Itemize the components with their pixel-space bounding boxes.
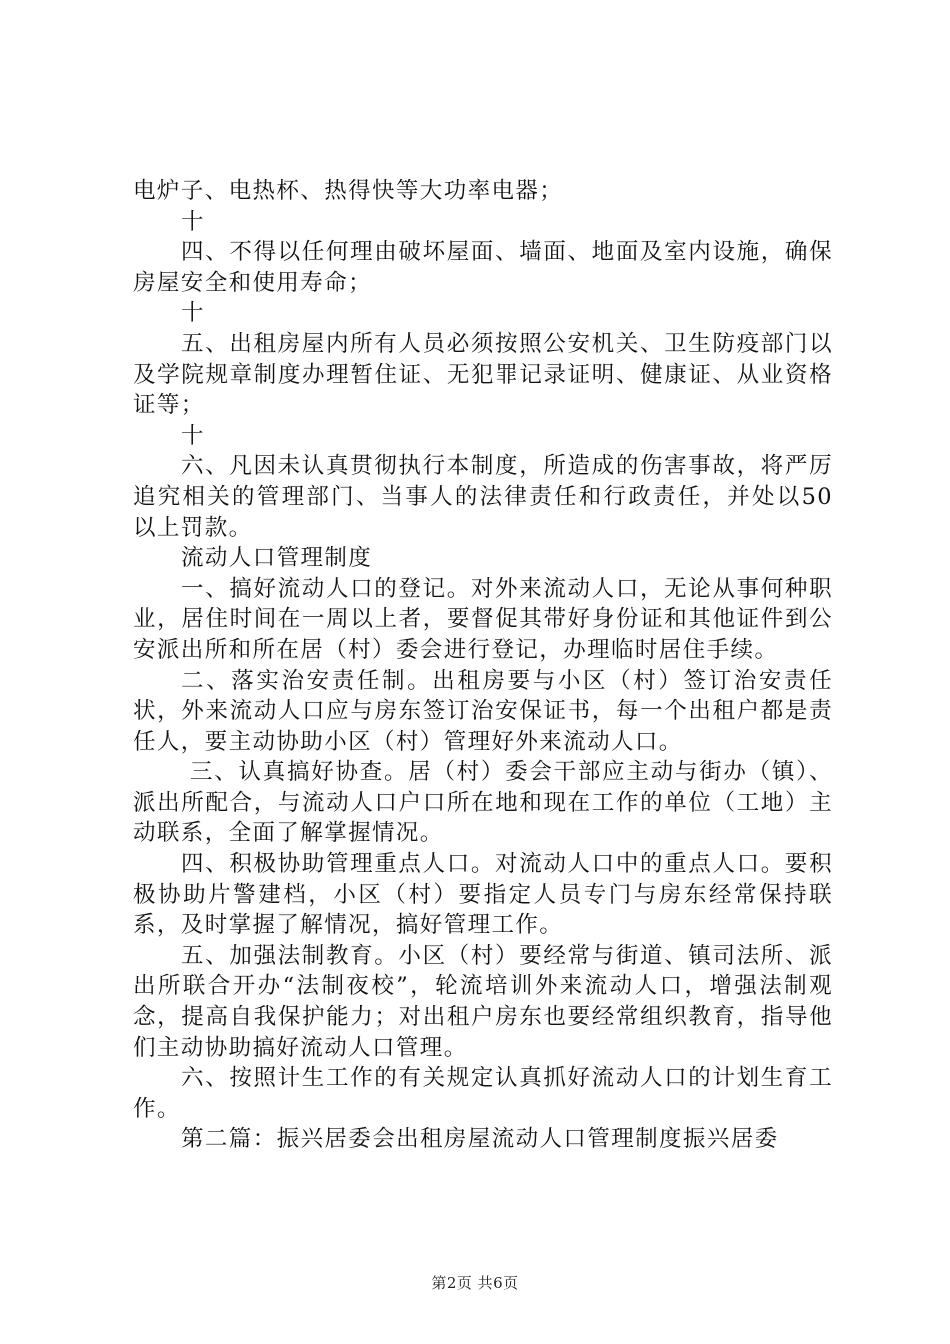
section-heading: 流动人口管理制度	[181, 545, 373, 572]
paragraph-marker: 十	[181, 422, 205, 449]
document-body	[133, 176, 833, 1155]
paragraph-item-4: 四、积极协助管理重点人口。对流动人口中的重点人口。要积极协助片警建档，小区（村）要指定人员专门与房东经常保持联系，及时掌握了解情况，搞好管理工作。	[133, 851, 833, 939]
paragraph-marker: 十	[181, 300, 205, 327]
paragraph-rule-5: 五、出租房屋内所有人员必须按照公安机关、卫生防疫部门以及学院规章制度办理暂住证、无犯罪记录证明、健康证、从业资格证等；	[133, 330, 833, 419]
paragraph-continuation: 电炉子、电热杯、热得快等大功率电器；	[133, 178, 564, 204]
page-number-footer: 第2页 共6页	[431, 1274, 519, 1292]
paragraph-item-2: 二、落实治安责任制。出租房要与小区（村）签订治安责任状，外来流动人口应与房东签订治安保证书，每一个出租户都是责任人，要主动协助小区（村）管理好外来流动人口。	[133, 667, 833, 755]
paragraph-item-6: 六、按照计生工作的有关规定认真抓好流动人口的计划生育工作。	[133, 1065, 833, 1122]
paragraph-item-3: 三、认真搞好协查。居（村）委会干部应主动与街办（镇）、派出所配合，与流动人口户口所在地和现在工作的单位（工地）主动联系，全面了解掌握情况。	[133, 759, 833, 847]
paragraph-next-chapter: 第二篇：振兴居委会出租房屋流动人口管理制度振兴居委	[181, 1126, 779, 1153]
paragraph-rule-4: 四、不得以任何理由破坏屋面、墙面、地面及室内设施，确保房屋安全和使用寿命；	[133, 239, 833, 296]
paragraph-item-1: 一、搞好流动人口的登记。对外来流动人口，无论从事何种职业，居住时间在一周以上者，要督促其带好身份证和其他证件到公安派出所和所在居（村）委会进行登记，办理临时居住手续。	[133, 575, 833, 663]
paragraph-item-5: 五、加强法制教育。小区（村）要经常与街道、镇司法所、派出所联合开办“法制夜校”，轮流培训外来流动人口，增强法制观念，提高自我保护能力；对出租户房东也要经常组织教育，指导他们主动协助搞好流动人口管理。	[133, 942, 833, 1061]
paragraph-marker: 十	[181, 208, 205, 235]
paragraph-rule-6: 六、凡因未认真贯彻执行本制度，所造成的伤害事故，将严厉追究相关的管理部门、当事人的法律责任和行政责任，并处以50以上罚款。	[133, 453, 833, 541]
